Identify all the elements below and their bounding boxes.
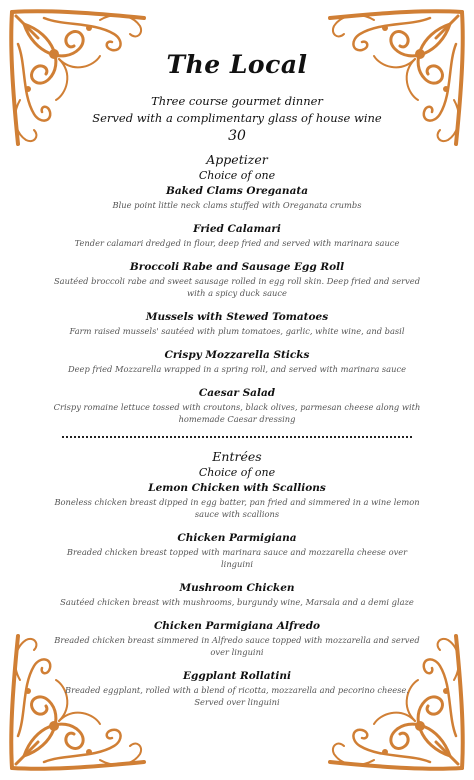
appetizer-choice-note: Choice of one bbox=[198, 169, 276, 182]
item-description: Breaded chicken breast simmered in Alfredo sauce topped with mozzarella and served over linguini bbox=[54, 635, 420, 657]
menu-item bbox=[50, 531, 424, 570]
item-description: Sautéed broccoli rabe and sweet sausage rolled in egg roll skin. Deep fried and served with a spicy duck sauce bbox=[54, 276, 420, 298]
item-name: Fried Calamari bbox=[193, 223, 281, 235]
item-description: Blue point little neck clams stuffed with Oreganata crumbs bbox=[112, 200, 362, 210]
item-name: Caesar Salad bbox=[198, 387, 276, 399]
menu-price: 30 bbox=[228, 128, 246, 144]
item-description: Sautéed chicken breast with mushrooms, burgundy wine, Marsala and a demi glaze bbox=[60, 597, 414, 607]
item-description: Deep fried Mozzarella wrapped in a spring roll, and served with marinara sauce bbox=[67, 364, 407, 374]
item-name: Mussels with Stewed Tomatoes bbox=[145, 311, 329, 323]
appetizer-heading: Appetizer bbox=[206, 152, 268, 167]
item-name: Broccoli Rabe and Sausage Egg Roll bbox=[129, 261, 345, 273]
entree-choice-note: Choice of one bbox=[198, 466, 276, 479]
item-name: Lemon Chicken with Scallions bbox=[148, 482, 326, 494]
item-name: Eggplant Rollatini bbox=[183, 670, 291, 682]
item-description: Farm raised mussels' sautéed with plum tomatoes, garlic, white wine, and basil bbox=[69, 326, 405, 336]
menu-item bbox=[50, 386, 424, 425]
menu-item bbox=[50, 184, 424, 211]
menu-subtitle: Three course gourmet dinner bbox=[151, 94, 323, 108]
menu-item bbox=[50, 222, 424, 249]
restaurant-title: The Local bbox=[166, 50, 308, 79]
menu-content bbox=[50, 50, 424, 719]
menu-item bbox=[50, 348, 424, 375]
menu-item bbox=[50, 669, 424, 708]
item-description: Boneless chicken breast dipped in egg batter, pan fried and simmered in a wine lemon sauce with scallions bbox=[54, 497, 420, 519]
menu-item bbox=[50, 310, 424, 337]
menu-item bbox=[50, 260, 424, 299]
menu-item bbox=[50, 481, 424, 520]
entree-heading: Entrées bbox=[212, 449, 262, 464]
item-description: Crispy romaine lettuce tossed with croutons, black olives, parmesan cheese along with homemade Caesar dressing bbox=[53, 402, 421, 424]
menu-item bbox=[50, 619, 424, 658]
item-description: Breaded eggplant, rolled with a blend of ricotta, mozzarella and pecorino cheese. Served over linguini bbox=[65, 685, 409, 707]
item-name: Chicken Parmigiana bbox=[177, 532, 297, 544]
entree-list bbox=[50, 481, 424, 708]
item-description: Tender calamari dredged in flour, deep fried and served with marinara sauce bbox=[74, 238, 400, 248]
item-name: Chicken Parmigiana Alfredo bbox=[153, 620, 321, 632]
item-name: Baked Clams Oreganata bbox=[165, 185, 309, 197]
menu-subtitle-wine: Served with a complimentary glass of house wine bbox=[92, 111, 382, 125]
item-description: Breaded chicken breast topped with marinara sauce and mozzarella cheese over linguini bbox=[66, 547, 408, 569]
section-divider bbox=[62, 436, 412, 438]
item-name: Mushroom Chicken bbox=[179, 582, 295, 594]
menu-item bbox=[50, 581, 424, 608]
item-name: Crispy Mozzarella Sticks bbox=[164, 349, 310, 361]
appetizer-list bbox=[50, 184, 424, 425]
